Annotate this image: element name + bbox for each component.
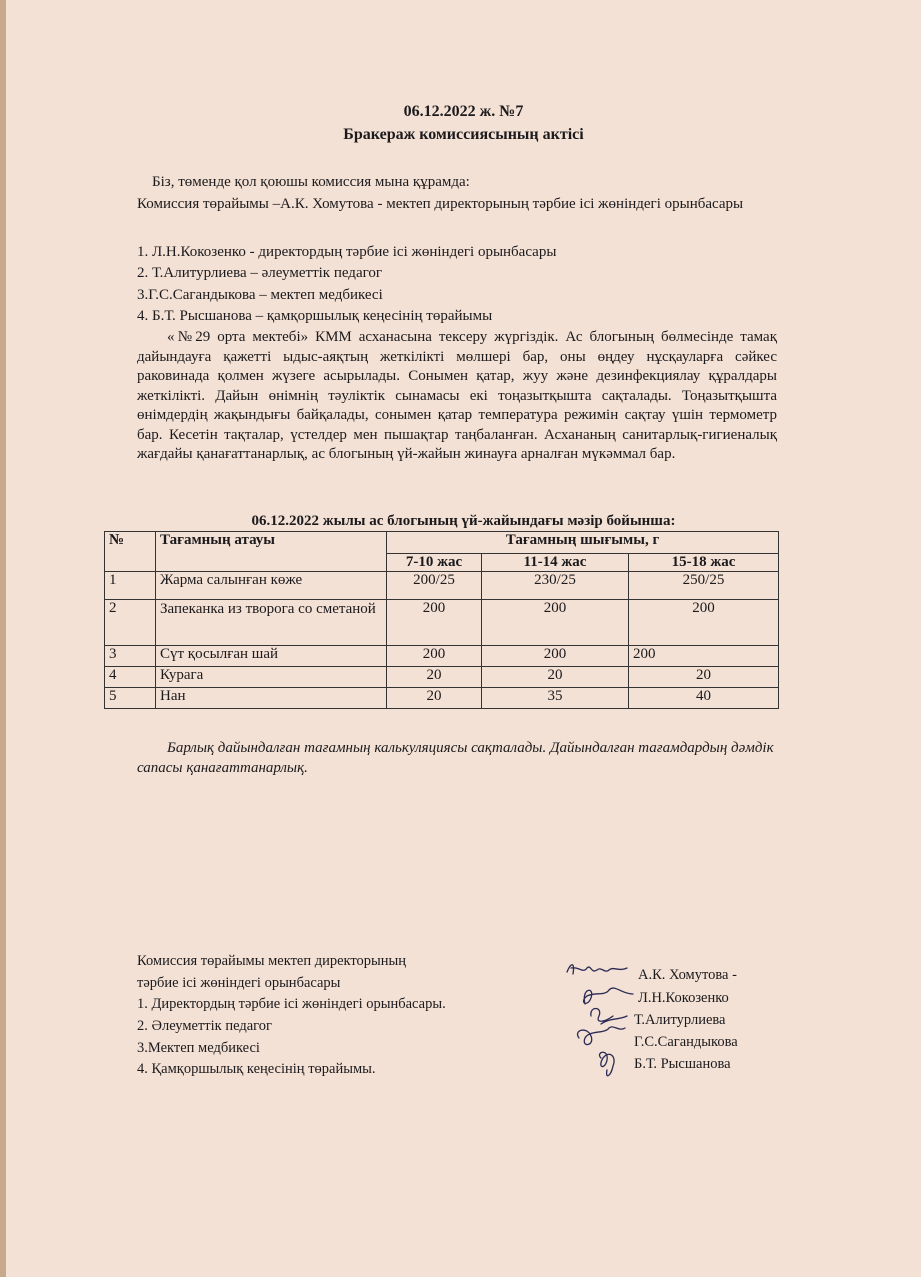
menu-table	[104, 531, 779, 709]
table-row	[105, 688, 779, 709]
signature-name: Л.Н.Кокозенко	[638, 990, 729, 1006]
signature-name: Б.Т. Рысшанова	[634, 1056, 731, 1072]
signature-name: Г.С.Сагандыкова	[634, 1034, 738, 1050]
commission-chair: Комиссия төрайымы –А.К. Хомутова - мектеп директорының тәрбие ісі жөніндегі орынбасары	[137, 196, 744, 212]
signature-name: Т.Алитурлиева	[634, 1012, 726, 1028]
signature-role: 4. Қамқоршылық кеңесінің төрайымы.	[137, 1061, 376, 1077]
portion-value: 20	[482, 667, 629, 688]
table-row	[105, 600, 779, 646]
intro-text: Біз, төменде қол қоюшы комиссия мына құрамда:	[152, 174, 470, 190]
table-row	[105, 667, 779, 688]
dish-name: Курага	[156, 667, 387, 688]
row-number: 3	[105, 646, 156, 667]
member-3: 3.Г.С.Сагандыкова – мектеп медбикесі	[137, 287, 383, 303]
member-2: 2. Т.Алитурлиева – әлеуметтік педагог	[137, 265, 383, 281]
portion-value: 200	[482, 600, 629, 646]
portion-value: 250/25	[629, 572, 779, 600]
portion-value: 200	[629, 600, 779, 646]
dish-name: Жарма салынған көже	[156, 572, 387, 600]
column-header-no: №	[105, 532, 156, 572]
age-group-header: 15-18 жас	[629, 554, 779, 572]
portion-value: 200/25	[387, 572, 482, 600]
signature-role: 2. Әлеуметтік педагог	[137, 1018, 272, 1034]
document-title: Бракераж комиссиясының актісі	[343, 126, 584, 143]
signature-role: 3.Мектеп медбикесі	[137, 1040, 260, 1056]
dish-name: Нан	[156, 688, 387, 709]
age-group-header: 11-14 жас	[482, 554, 629, 572]
row-number: 1	[105, 572, 156, 600]
signature-name: А.К. Хомутова -	[638, 967, 737, 983]
portion-value: 200	[482, 646, 629, 667]
table-caption: 06.12.2022 жылы ас блогының үй-жайындағы мәзір бойынша:	[251, 513, 676, 529]
portion-value: 200	[387, 600, 482, 646]
row-number: 2	[105, 600, 156, 646]
column-header-output: Тағамның шығымы, г	[387, 532, 779, 554]
member-1: 1. Л.Н.Кокозенко - директордың тәрбие ісі жөніндегі орынбасары	[137, 244, 557, 260]
table-row	[105, 572, 779, 600]
inspection-body: «№29 орта мектебі» КММ асханасына тексеру жүргіздік. Ас блогының бөлмесінде тамақ дайындауға қажетті ыдыс-аяқтың жеткілікті мөлшері бар, оны өңдеу нұсқауларға сәйкес раковинада қолмен жүзеге асырылады. Сонымен қатар, жуу және дезинфекциялау құралдары жеткілікті. Дайын өнімнің тәуліктік сынамасы екі тоңазытқышта сақталады. Тоңазытқышта өнімдердің жақындығы байқалады, сонымен қатар температура режимін сақтау үшін термометр бар. Кесетін тақталар, үстелдер мен пышақтар таңбаланған. Асхананың санитарлық-гигиеналық жағдайы қанағаттанарлық, ас блогының үй-жайын жинауға арналған мүкәммал бар.	[137, 329, 777, 462]
row-number: 5	[105, 688, 156, 709]
row-number: 4	[105, 667, 156, 688]
document-page	[6, 0, 921, 1277]
column-header-name: Тағамның атауы	[156, 532, 387, 572]
portion-value: 230/25	[482, 572, 629, 600]
document-date-number: 06.12.2022 ж. №7	[403, 103, 524, 120]
signature-role: тәрбие ісі жөніндегі орынбасары	[137, 975, 341, 991]
portion-value: 20	[387, 688, 482, 709]
signature-role: Комиссия төрайымы мектеп директорының	[137, 953, 407, 969]
dish-name: Запеканка из творога со сметаной	[156, 600, 387, 646]
portion-value: 35	[482, 688, 629, 709]
table-row	[105, 646, 779, 667]
portion-value: 20	[629, 667, 779, 688]
conclusion-text: Барлық дайындалған тағамның калькуляциясы сақталады. Дайындалған тағамдардың дәмдік сапасы қанағаттанарлық.	[137, 740, 774, 776]
portion-value: 20	[387, 667, 482, 688]
portion-value: 40	[629, 688, 779, 709]
dish-name: Сүт қосылған шай	[156, 646, 387, 667]
signature-role: 1. Директордың тәрбие ісі жөніндегі орынбасары.	[137, 996, 446, 1012]
portion-value: 200	[387, 646, 482, 667]
member-4: 4. Б.Т. Рысшанова – қамқоршылық кеңесінің төрайымы	[137, 308, 493, 324]
portion-value: 200	[629, 646, 779, 667]
age-group-header: 7-10 жас	[387, 554, 482, 572]
